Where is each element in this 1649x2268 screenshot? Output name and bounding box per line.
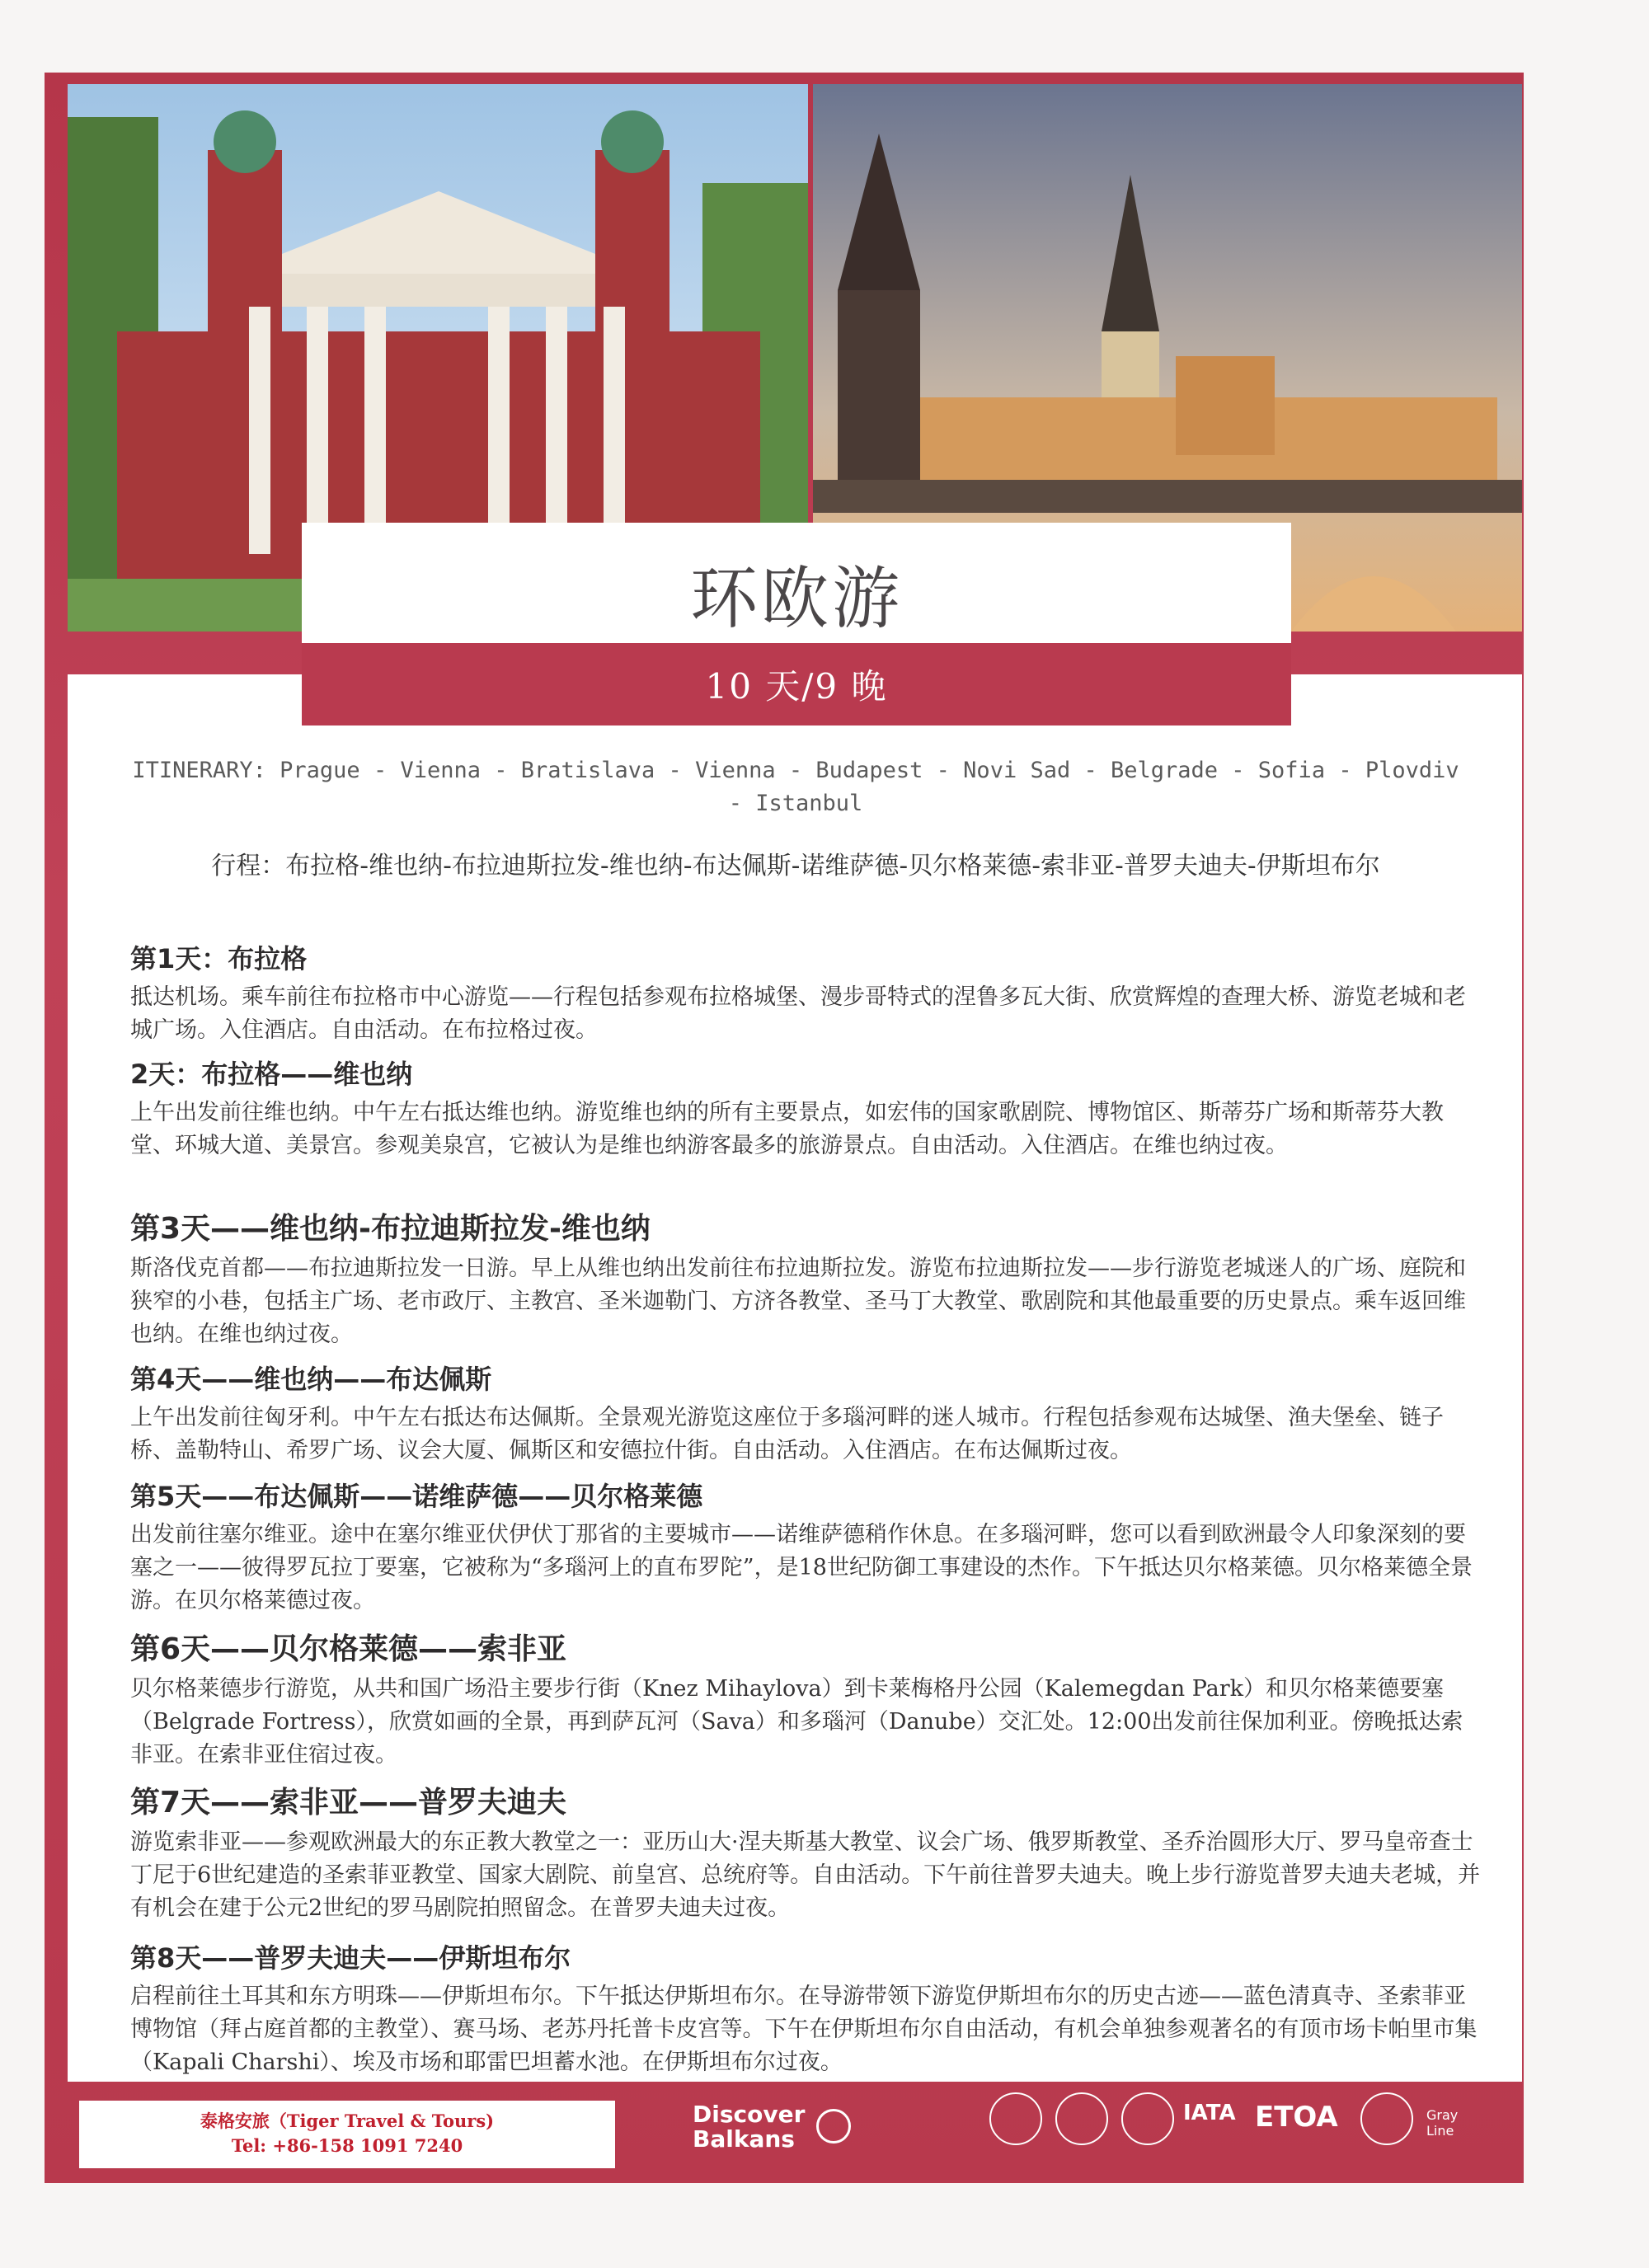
day-2 — [130, 1054, 1482, 1162]
day-title: 第5天——布达佩斯——诺维萨德——贝尔格莱德 — [130, 1481, 703, 1512]
itinerary-chinese: 行程：布拉格-维也纳-布拉迪斯拉发-维也纳-布达佩斯-诺维萨德-贝尔格莱德-索非亚-普罗夫迪夫-伊斯坦布尔 — [211, 852, 1380, 880]
day-title: 第8天——普罗夫迪夫——伊斯坦布尔 — [130, 1942, 571, 1974]
day-title: 第6天——贝尔格莱德——索非亚 — [130, 1632, 567, 1666]
partner-logos — [989, 2091, 1484, 2148]
day-title: 第4天——维也纳——布达佩斯 — [130, 1364, 492, 1395]
day-1 — [130, 938, 1482, 1047]
medal-icon — [1055, 2092, 1108, 2145]
day-title: 第3天——维也纳-布拉迪斯拉发-维也纳 — [130, 1212, 651, 1246]
day-description: 斯洛伐克首都——布拉迪斯拉发一日游。早上从维也纳出发前往布拉迪斯拉发。游览布拉迪斯拉发——步行游览老城迷人的广场、庭院和狭窄的小巷，包括主广场、老市政厅、主教宫、圣米迦勒门、方济各教堂、圣马丁大教堂、歌剧院和其他最重要的历史景点。乘车返回维也纳。在维也纳过夜。 — [130, 1256, 1466, 1347]
day-8 — [130, 1937, 1482, 2079]
day-description: 游览索非亚——参观欧洲最大的东正教大教堂之一：亚历山大·涅夫斯基大教堂、议会广场、俄罗斯教堂、圣乔治圆形大厅、罗马皇帝查士丁尼于6世纪建造的圣索菲亚教堂、国家大剧院、前皇宫、总统府等。自由活动。下午前往普罗夫迪夫。晚上步行游览普罗夫迪夫老城，并有机会在建于公元2世纪的罗马剧院拍照留念。在普罗夫迪夫过夜。 — [130, 1829, 1481, 1921]
day-description: 上午出发前往匈牙利。中午左右抵达布达佩斯。全景观光游览这座位于多瑙河畔的迷人城市。行程包括参观布达城堡、渔夫堡垒、链子桥、盖勒特山、希罗广场、议会大厦、佩斯区和安德拉什街。自由活动。入住酒店。在布达佩斯过夜。 — [130, 1405, 1444, 1463]
day-6 — [130, 1626, 1482, 1772]
day-7 — [130, 1779, 1482, 1925]
world-association-icon — [1360, 2092, 1413, 2145]
title-box — [302, 523, 1291, 663]
agency-contact-box — [79, 2101, 615, 2168]
page-title: 环欧游 — [689, 559, 903, 638]
day-5 — [130, 1476, 1482, 1618]
agency-phone: Tel: +86-158 1091 7240 — [231, 2135, 463, 2156]
day-description: 抵达机场。乘车前往布拉格市中心游览——行程包括参观布拉格城堡、漫步哥特式的涅鲁多瓦大街、欣赏辉煌的查理大桥、游览老城和老城广场。入住酒店。自由活动。在布拉格过夜。 — [130, 984, 1466, 1043]
grayline-logo: Gray Line — [1426, 2107, 1459, 2139]
etoa-logo: ETOA — [1255, 2101, 1338, 2134]
day-description: 启程前往土耳其和东方明珠——伊斯坦布尔。下午抵达伊斯坦布尔。在导游带领下游览伊斯坦布尔的历史古迹——蓝色清真寺、圣索菲亚博物馆（拜占庭首都的主教堂）、赛马场、老苏丹托普卡皮宫等。下午在伊斯坦布尔自由活动，有机会单独参观著名的有顶市场卡帕里市集（Kapali Charshi）、埃及市场和耶雷巴坦蓄水池。在伊斯坦布尔过夜。 — [130, 1984, 1478, 2075]
day-description: 上午出发前往维也纳。中午左右抵达维也纳。游览维也纳的所有主要景点，如宏伟的国家歌剧院、博物馆区、斯蒂芬广场和斯蒂芬大教堂、环城大道、美景宫。参观美泉宫，它被认为是维也纳游客最多的旅游景点。自由活动。入住酒店。在维也纳过夜。 — [130, 1100, 1444, 1158]
discover-balkans-logo: Discover Balkans — [693, 2101, 806, 2153]
spiral-icon — [816, 2109, 851, 2144]
duration-bar — [302, 643, 1291, 725]
agency-name: 泰格安旅（Tiger Travel & Tours) — [200, 2111, 495, 2131]
iata-logo: IATA — [1183, 2101, 1236, 2125]
trip-duration: 10 天/9 晚 — [705, 666, 888, 707]
day-3 — [130, 1205, 1482, 1351]
day-title: 第1天：布拉格 — [130, 943, 308, 974]
day-description: 出发前往塞尔维亚。途中在塞尔维亚伏伊伏丁那省的主要城市——诺维萨德稍作休息。在多瑙河畔，您可以看到欧洲最令人印象深刻的要塞之一——彼得罗瓦拉丁要塞，它被称为“多瑙河上的直布罗陀”，是18世纪防御工事建设的杰作。下午抵达贝尔格莱德。贝尔格莱德全景游。在贝尔格莱德过夜。 — [130, 1522, 1473, 1613]
day-4 — [130, 1359, 1482, 1467]
day-description: 贝尔格莱德步行游览，从共和国广场沿主要步行街（Knez Mihaylova）到卡莱梅格丹公园（Kalemegdan Park）和贝尔格莱德要塞（Belgrade Fortress），欣赏如画的全景，再到萨瓦河（Sava）和多瑙河（Danube）交汇处。12:00出发前往保加利亚。傍晚抵达索非亚。在索非亚住宿过夜。 — [130, 1676, 1463, 1768]
seal-icon — [1121, 2092, 1174, 2145]
itinerary-english: ITINERARY: Prague - Vienna - Bratislava - Vienna - Budapest - Novi Sad - Belgrade - Sofia - Plovdiv - Istanbul — [132, 758, 1459, 816]
day-title: 2天：布拉格——维也纳 — [130, 1059, 413, 1090]
day-title: 第7天——索非亚——普罗夫迪夫 — [130, 1786, 567, 1820]
badge-icon — [989, 2092, 1042, 2145]
